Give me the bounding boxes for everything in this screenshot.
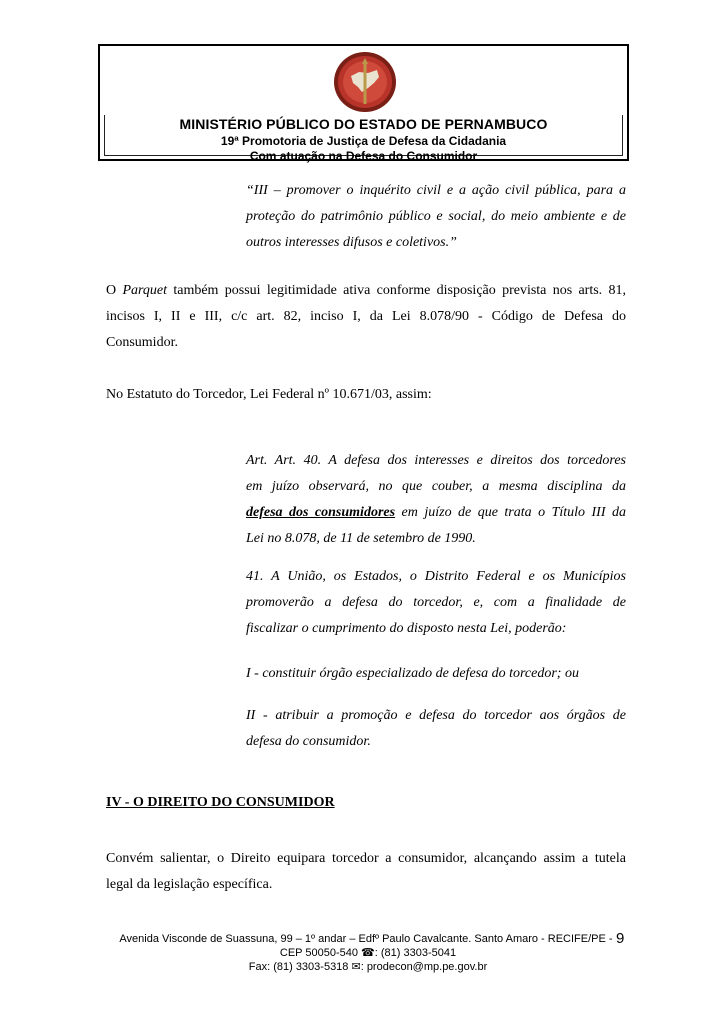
institution-title: MINISTÉRIO PÚBLICO DO ESTADO DE PERNAMBUCO	[179, 116, 548, 132]
paragraph-line: legal da legislação específica.	[106, 877, 273, 892]
quote-line: I - constituir órgão especializado de defesa do torcedor; ou	[246, 666, 579, 681]
text-rest: também possui legitimidade ativa conforme disposição prevista nos arts. 81,	[167, 283, 626, 298]
paragraph-estatuto	[106, 382, 626, 408]
letterhead	[98, 44, 629, 161]
phone-icon: ☎	[361, 947, 375, 959]
quote-line: defesa do consumidor.	[246, 734, 371, 749]
quote-block-3	[246, 564, 626, 642]
paragraph-line: No Estatuto do Torcedor, Lei Federal nº 10.671/03, assim:	[106, 387, 432, 402]
paragraph-line: Convém salientar, o Direito equipara torcedor a consumidor, alcançando assim a tutela	[106, 851, 626, 866]
text-rest: em juízo de que trata o Título III da	[395, 505, 626, 520]
footer-address: Avenida Visconde de Suassuna, 99 – 1º andar – Edfº Paulo Cavalcante. Santo Amaro - RECIFE/PE -	[119, 933, 613, 945]
quote-line: promoverão a defesa do torcedor, e, com a finalidade de	[246, 595, 626, 610]
paragraph-consumidor	[106, 846, 626, 898]
paragraph-line	[106, 278, 626, 304]
paragraph-line: incisos I, II e III, c/c art. 82, inciso I, da Lei 8.078/90 - Código de Defesa do	[106, 309, 626, 324]
mail-icon: ✉	[351, 961, 361, 973]
section-heading: IV - O DIREITO DO CONSUMIDOR	[106, 795, 335, 810]
footer-email: : prodecon@mp.pe.gov.br	[360, 961, 488, 973]
quote-line: em juízo observará, no que couber, a mesma disciplina da	[246, 479, 626, 494]
quote-block-1	[246, 178, 626, 256]
quote-line: Art. Art. 40. A defesa dos interesses e direitos dos torcedores	[246, 453, 626, 468]
quote-line: Lei no 8.078, de 11 de setembro de 1990.	[246, 531, 476, 546]
footer-phone	[108, 946, 628, 959]
quote-line: “III – promover o inquérito civil e a ação civil pública, para a	[246, 183, 626, 198]
footer-fax: Fax: (81) 3303-5318	[248, 961, 352, 973]
quote-line: proteção do patrimônio público e social, do meio ambiente e de	[246, 209, 626, 224]
footer-fax-email	[108, 960, 628, 973]
state-seal-icon	[332, 50, 398, 114]
footer-phone-number: : (81) 3303-5041	[374, 947, 457, 959]
department-name: 19ª Promotoria de Justiça de Defesa da Cidadania	[220, 134, 507, 148]
paragraph-parquet	[106, 278, 626, 356]
quote-line: outros interesses difusos e coletivos.”	[246, 235, 457, 250]
department-scope: Com atuação na Defesa do Consumidor	[249, 149, 478, 163]
emphasized-term: defesa dos consumidores	[246, 505, 396, 520]
quote-line	[246, 500, 626, 526]
quote-line: 41. A União, os Estados, o Distrito Federal e os Municípios	[246, 569, 626, 584]
text-prefix: O	[106, 283, 123, 298]
quote-line: fiscalizar o cumprimento do disposto nesta Lei, poderão:	[246, 621, 567, 636]
quote-block-2	[246, 448, 626, 552]
italic-term: Parquet	[122, 283, 168, 298]
quote-line: II - atribuir a promoção e defesa do torcedor aos órgãos de	[246, 708, 626, 723]
quote-block-4	[246, 661, 626, 687]
quote-block-5	[246, 703, 626, 755]
paragraph-line: Consumidor.	[106, 335, 178, 350]
page-number: 9	[616, 930, 625, 947]
footer-cep: CEP 50050-540	[279, 947, 362, 959]
